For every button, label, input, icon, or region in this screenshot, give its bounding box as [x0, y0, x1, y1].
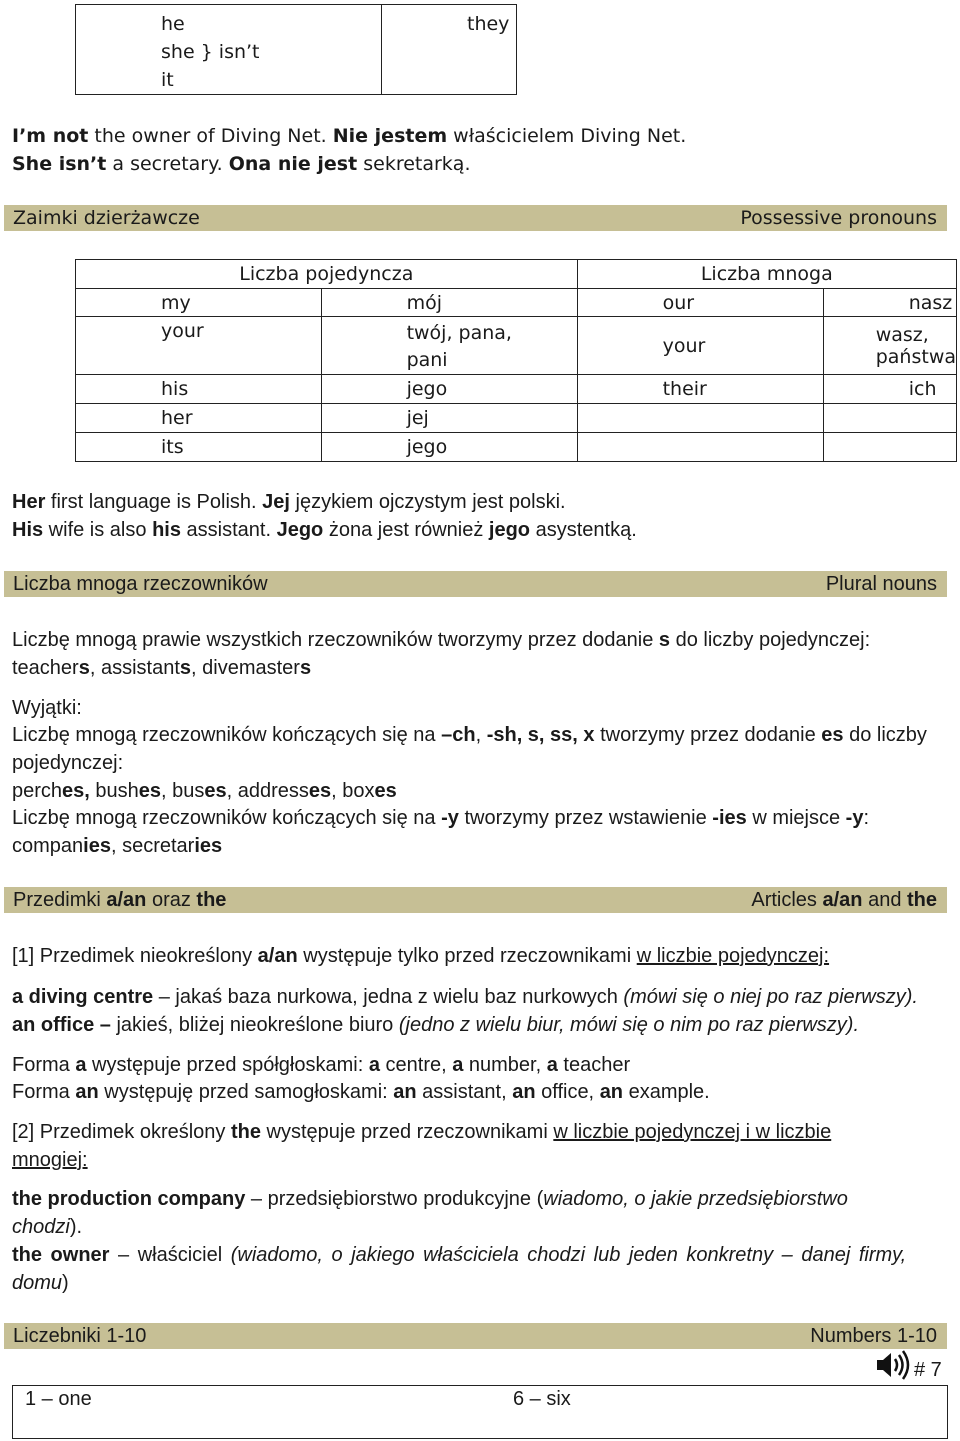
bold-text: es: [308, 780, 332, 802]
article-example-1: [12, 983, 918, 1011]
text: :: [863, 807, 870, 829]
table-row: [76, 289, 957, 317]
table-cell: [321, 317, 577, 375]
cell-text: his: [161, 378, 189, 400]
text: first language is Polish.: [45, 491, 263, 513]
table-cell-empty: [823, 433, 956, 462]
bold-text: es: [821, 724, 844, 746]
table-cell: [76, 433, 322, 462]
plural-examples-2: [12, 777, 397, 805]
text: [1] Przedimek nieokreślony: [12, 945, 258, 967]
text: – właściciel: [109, 1244, 231, 1266]
text: Articles: [751, 889, 823, 911]
table-cell: [823, 375, 956, 404]
cell-text: my: [161, 291, 191, 314]
numbers-cell: [499, 1386, 948, 1439]
article-example-3: [12, 1185, 848, 1213]
table-cell: [823, 317, 956, 375]
section-header-plural: [4, 571, 947, 597]
bold-text: s: [179, 657, 192, 679]
cell-text: jego: [406, 436, 448, 458]
cell-text: nasz: [908, 291, 953, 314]
text: Przedimki: [13, 889, 107, 911]
bold-text: Jej: [262, 491, 290, 513]
article-rule-2: [12, 1118, 831, 1146]
bold-text: Her: [12, 491, 46, 513]
section-header-numbers: [4, 1323, 947, 1349]
top-table-cell-singular: [76, 5, 382, 95]
text: jakieś, bliżej nieokreślone biuro: [110, 1014, 399, 1036]
article-form-an: [12, 1078, 710, 1106]
italic-text: wiadomo, o jakie przedsiębiorstwo: [543, 1188, 848, 1210]
table-cell: [577, 375, 823, 404]
bold-text: Jego: [276, 519, 324, 541]
bold-text: the owner: [12, 1244, 110, 1266]
section-header-possessive: [4, 205, 947, 231]
text: , assistant: [89, 657, 180, 679]
possessive-pronoun-table: [75, 259, 957, 462]
article-rule-1: [12, 942, 829, 970]
cell-text: their: [662, 378, 707, 400]
text: compan: [12, 835, 84, 857]
plural-rule-2-cont: pojedynczej:: [12, 752, 124, 774]
text: występuje przed spółgłoskami:: [86, 1054, 369, 1076]
section-title-pl: [13, 887, 226, 913]
intro-line-1: [12, 122, 686, 150]
section-title-pl: Liczebniki 1-10: [13, 1325, 147, 1347]
text: do liczby pojedynczej:: [670, 629, 871, 651]
text: , box: [331, 780, 375, 802]
bold-text: s: [299, 657, 312, 679]
table-cell: [321, 289, 577, 317]
bold-text: -ies: [712, 807, 747, 829]
bold-text: es: [138, 780, 162, 802]
section-title-en: Numbers 1-10: [810, 1325, 937, 1347]
bold-text: a/an: [822, 889, 863, 911]
text: występuje przed rzeczownikami: [260, 1121, 554, 1143]
article-example-4: [12, 1241, 906, 1269]
bold-text: a: [452, 1054, 464, 1076]
bold-text: an: [75, 1081, 99, 1103]
cell-text: your: [161, 320, 204, 342]
article-example-3-cont: [12, 1213, 82, 1241]
bold-text: an: [512, 1081, 536, 1103]
plural-rule-2: [12, 721, 927, 749]
bold-text: s: [78, 657, 90, 679]
table-cell: [823, 289, 956, 317]
bold-text: a/an: [106, 889, 147, 911]
text: występuję przed samogłoskami:: [98, 1081, 394, 1103]
table-cell: [321, 375, 577, 404]
table-row: [76, 404, 957, 433]
bold-text: jego: [488, 519, 531, 541]
bold-text: the: [196, 889, 227, 911]
text: – przedsiębiorstwo produkcyjne (: [245, 1188, 544, 1210]
possessive-example-2: [12, 516, 637, 544]
text: właścicielem Diving Net.: [447, 125, 687, 147]
table-cell: [577, 289, 823, 317]
text: żona jest również: [323, 519, 489, 541]
speaker-icon[interactable]: [875, 1350, 915, 1380]
header-text: Liczba mnoga: [700, 263, 833, 285]
text: Forma: [12, 1081, 76, 1103]
text: – jakaś baza nurkowa, jedna z wielu baz nurkowych: [153, 986, 624, 1008]
bold-text: ies: [194, 835, 223, 857]
bold-text: –ch: [441, 724, 476, 746]
bold-text: the: [907, 889, 937, 911]
text: Liczbę mnogą rzeczowników kończących się na: [12, 724, 442, 746]
text: the owner of Diving Net.: [88, 125, 333, 147]
text: number,: [463, 1054, 547, 1076]
table-cell: [76, 404, 322, 433]
cell-text: 6 – six: [513, 1388, 571, 1410]
header-text: Liczba pojedyncza: [239, 263, 414, 285]
text: sekretarką.: [357, 153, 471, 175]
text: asystentką.: [530, 519, 637, 541]
underlined-text: w liczbie pojedynczej:: [636, 945, 830, 967]
italic-text: domu: [12, 1272, 63, 1294]
bold-text: -sh, s, ss, x: [486, 724, 595, 746]
text: , divemaster: [191, 657, 300, 679]
cell-text: its: [161, 436, 184, 458]
table-cell-empty: [577, 404, 823, 433]
table-cell: [321, 404, 577, 433]
bold-text: -y: [441, 807, 459, 829]
text: występuje tylko przed rzeczownikami: [297, 945, 637, 967]
possessive-example-1: [12, 488, 566, 516]
text: Forma: [12, 1054, 76, 1076]
text: assistant,: [416, 1081, 513, 1103]
text: [2] Przedimek określony: [12, 1121, 231, 1143]
text: językiem ojczystym jest polski.: [289, 491, 566, 513]
track-number: # 7: [914, 1359, 942, 1381]
table-cell: [76, 375, 322, 404]
text: assistant.: [180, 519, 277, 541]
cell-text: her: [161, 407, 193, 429]
table-cell-empty: [823, 404, 956, 433]
table-header-singular: [76, 260, 578, 289]
text: office,: [535, 1081, 600, 1103]
text: example.: [623, 1081, 710, 1103]
text: Liczbę mnogą rzeczowników kończących się na: [12, 807, 442, 829]
table-cell-empty: [577, 433, 823, 462]
text: oraz: [146, 889, 197, 911]
text: and: [862, 889, 907, 911]
plural-rule-1: [12, 626, 870, 654]
bold-text: es: [204, 780, 227, 802]
text: perch: [12, 780, 63, 802]
top-table-line: it: [161, 69, 174, 91]
table-cell: [577, 317, 823, 375]
numbers-table: [12, 1385, 948, 1439]
top-pronoun-table: [75, 4, 517, 95]
article-example-2: [12, 1011, 859, 1039]
table-cell: [76, 289, 322, 317]
section-title-en: [751, 887, 937, 913]
underlined-text: mnogiej:: [12, 1149, 88, 1171]
section-title-pl: Zaimki dzierżawcze: [13, 207, 200, 229]
bold-text: His: [12, 519, 44, 541]
text: , address: [226, 780, 309, 802]
section-title-en: Possessive pronouns: [740, 207, 937, 229]
text: do liczby: [843, 724, 927, 746]
bold-text: the production company: [12, 1188, 246, 1210]
top-table-cell-plural: [382, 5, 517, 95]
bold-text: Nie jestem: [332, 125, 448, 147]
exceptions-label: Wyjątki:: [12, 697, 82, 719]
text: wife is also: [43, 519, 153, 541]
text: tworzymy przez wstawienie: [458, 807, 713, 829]
italic-text: (wiadomo, o jakiego właściciela chodzi lub jeden konkretny – danej firmy,: [230, 1244, 907, 1266]
cell-text: 1 – one: [25, 1388, 92, 1410]
bold-text: a: [368, 1054, 380, 1076]
plural-examples-1: [12, 654, 311, 682]
cell-text: ich: [908, 378, 937, 400]
table-row: [76, 375, 957, 404]
text: bush: [89, 780, 139, 802]
intro-line-2: [12, 150, 471, 178]
bold-text: I’m not: [12, 125, 89, 147]
text: teacher: [557, 1054, 631, 1076]
cell-text: twój, pana, pani: [406, 322, 512, 371]
bold-text: es: [374, 780, 397, 802]
bold-text: the: [230, 1121, 261, 1143]
text: ,: [475, 724, 487, 746]
cell-text: jej: [406, 407, 429, 429]
text: ): [62, 1272, 69, 1294]
bold-text: a diving centre: [12, 986, 154, 1008]
text: ).: [69, 1216, 83, 1238]
text: , secretar: [110, 835, 195, 857]
text: teacher: [12, 657, 79, 679]
table-cell: [76, 317, 322, 375]
top-table-line: she } isn’t: [161, 41, 260, 63]
text: a secretary.: [106, 153, 229, 175]
text: , bus: [161, 780, 205, 802]
article-rule-2-cont: [12, 1146, 88, 1174]
italic-text: chodzi: [12, 1216, 70, 1238]
text: Liczbę mnogą prawie wszystkich rzeczowników tworzymy przez dodanie: [12, 629, 659, 651]
bold-text: es,: [62, 780, 90, 802]
bold-text: She isn’t: [12, 153, 107, 175]
bold-text: -y: [845, 807, 864, 829]
bold-text: his: [152, 519, 181, 541]
bold-text: an: [393, 1081, 417, 1103]
numbers-cell: [13, 1386, 500, 1439]
bold-text: a/an: [257, 945, 298, 967]
article-example-4-cont: [12, 1269, 69, 1297]
plural-examples-3: [12, 832, 222, 860]
text: w miejsce: [746, 807, 846, 829]
cell-text: wasz, państwa: [875, 323, 956, 368]
cell-text: mój: [406, 291, 442, 314]
text: tworzymy przez dodanie: [594, 724, 822, 746]
cell-text: our: [662, 291, 695, 314]
plural-rule-3: [12, 804, 869, 832]
section-title-pl: Liczba mnoga rzeczowników: [13, 573, 268, 595]
cell-text: your: [662, 334, 706, 357]
table-header-plural: [577, 260, 956, 289]
bold-text: s: [658, 629, 671, 651]
text: centre,: [379, 1054, 453, 1076]
bold-text: ies: [83, 835, 111, 857]
section-header-articles: [4, 887, 947, 913]
bold-text: a: [546, 1054, 558, 1076]
italic-text: (mówi się o niej po raz pierwszy).: [623, 986, 918, 1008]
top-table-line: he: [161, 13, 185, 35]
bold-text: an: [599, 1081, 624, 1103]
table-row: [76, 433, 957, 462]
bold-text: Ona nie jest: [228, 153, 358, 175]
underlined-text: w liczbie pojedynczej i w liczbie: [553, 1121, 832, 1143]
cell-text: jego: [406, 378, 448, 400]
table-cell: [321, 433, 577, 462]
section-title-en: Plural nouns: [825, 573, 937, 595]
bold-text: a: [75, 1054, 87, 1076]
top-table-line: they: [467, 13, 510, 35]
table-row: [76, 317, 957, 375]
bold-text: an office –: [12, 1014, 111, 1036]
italic-text: (jedno z wielu biur, mówi się o nim po raz pierwszy).: [398, 1014, 860, 1036]
article-form-a: [12, 1051, 630, 1079]
